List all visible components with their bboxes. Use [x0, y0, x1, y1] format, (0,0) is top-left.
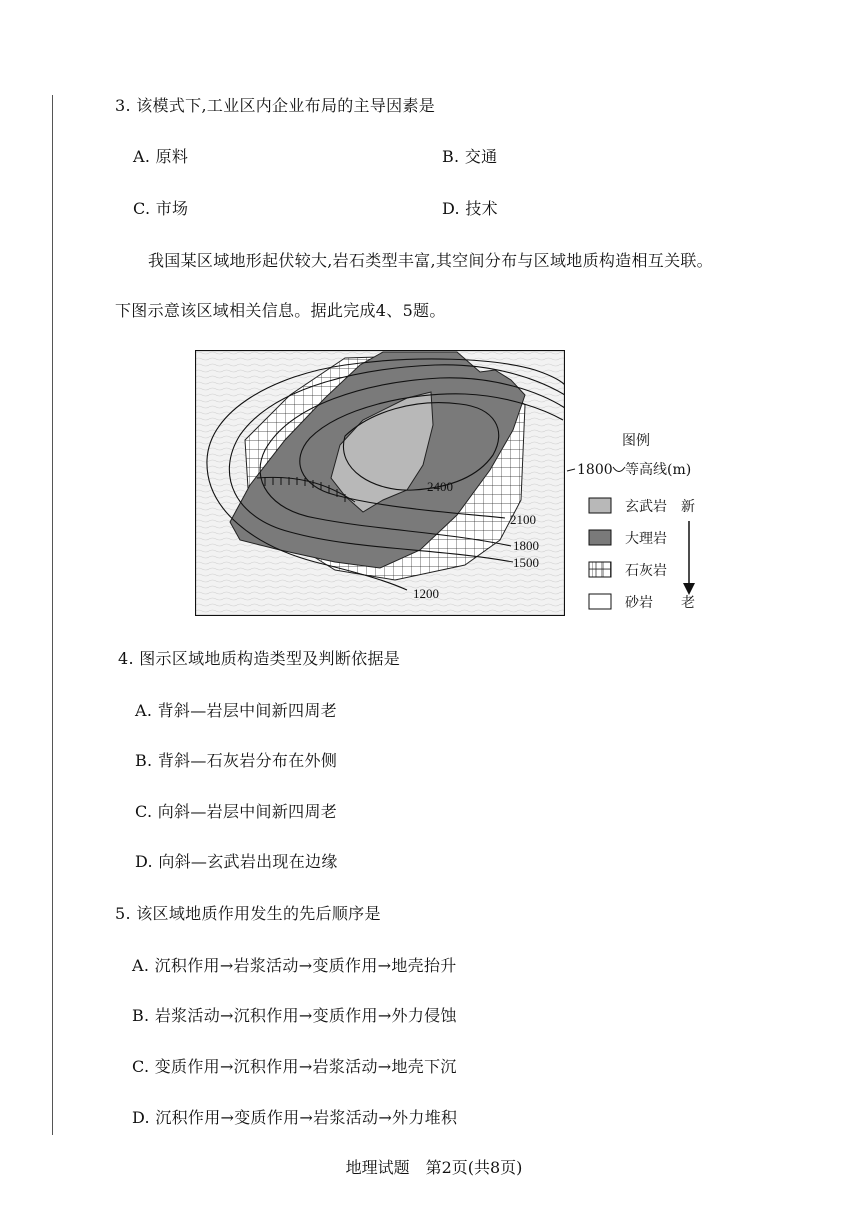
q5-option-c: C. 变质作用→沉积作用→岩浆活动→地壳下沉: [132, 1057, 457, 1076]
legend-sandstone-label: 砂岩: [625, 595, 653, 611]
legend-title: 图例: [622, 433, 650, 449]
q5-option-b: B. 岩浆活动→沉积作用→变质作用→外力侵蚀: [132, 1006, 457, 1025]
q3-option-c: C. 市场: [133, 199, 189, 218]
legend-old-label: 老: [681, 595, 695, 611]
map-legend: [565, 425, 765, 620]
legend-contour-label: 等高线(m): [625, 462, 692, 478]
contour-label-1800: 1800: [513, 538, 539, 553]
legend-contour-line: [613, 467, 625, 472]
age-arrow-head: [683, 583, 695, 595]
legend-sandstone-swatch: [589, 594, 611, 609]
legend-contour-sample: 1800: [577, 462, 613, 478]
q4-option-b: B. 背斜—石灰岩分布在外侧: [135, 751, 338, 770]
q4-option-c: C. 向斜—岩层中间新四周老: [135, 802, 338, 821]
q3-option-b: B. 交通: [442, 147, 498, 166]
legend-limestone-label: 石灰岩: [625, 563, 667, 579]
q3-option-a: A. 原料: [133, 147, 189, 166]
contour-label-2100: 2100: [510, 512, 536, 527]
legend-marble-swatch: [589, 530, 611, 545]
passage-line-1: 我国某区域地形起伏较大,岩石类型丰富,其空间分布与区域地质构造相互关联。: [148, 251, 713, 270]
legend-contour-tick: [567, 469, 575, 471]
q5-option-d: D. 沉积作用→变质作用→岩浆活动→外力堆积: [132, 1108, 458, 1127]
legend-new-label: 新: [681, 499, 695, 515]
q5-option-a: A. 沉积作用→岩浆活动→变质作用→地壳抬升: [132, 956, 457, 975]
q4-stem: 4. 图示区域地质构造类型及判断依据是: [118, 649, 401, 668]
page-footer: 地理试题 第2页(共8页): [345, 1158, 523, 1177]
legend-basalt-label: 玄武岩: [625, 499, 667, 515]
q3-option-d: D. 技术: [442, 199, 498, 218]
q4-option-a: A. 背斜—岩层中间新四周老: [135, 701, 337, 720]
q5-stem: 5. 该区域地质作用发生的先后顺序是: [115, 904, 381, 923]
legend-basalt-swatch: [589, 498, 611, 513]
legend-limestone-swatch: [589, 562, 611, 577]
legend-marble-label: 大理岩: [625, 531, 667, 547]
q3-stem: 3. 该模式下,工业区内企业布局的主导因素是: [115, 96, 436, 115]
contour-label-1200: 1200: [413, 586, 439, 601]
binding-margin-line: [52, 95, 53, 1135]
contour-label-1500: 1500: [513, 555, 539, 570]
contour-label-2400: 2400: [427, 479, 453, 494]
geological-map: [195, 350, 565, 616]
passage-line-2: 下图示意该区域相关信息。据此完成4、5题。: [115, 301, 446, 320]
q4-option-d: D. 向斜—玄武岩出现在边缘: [135, 852, 338, 871]
